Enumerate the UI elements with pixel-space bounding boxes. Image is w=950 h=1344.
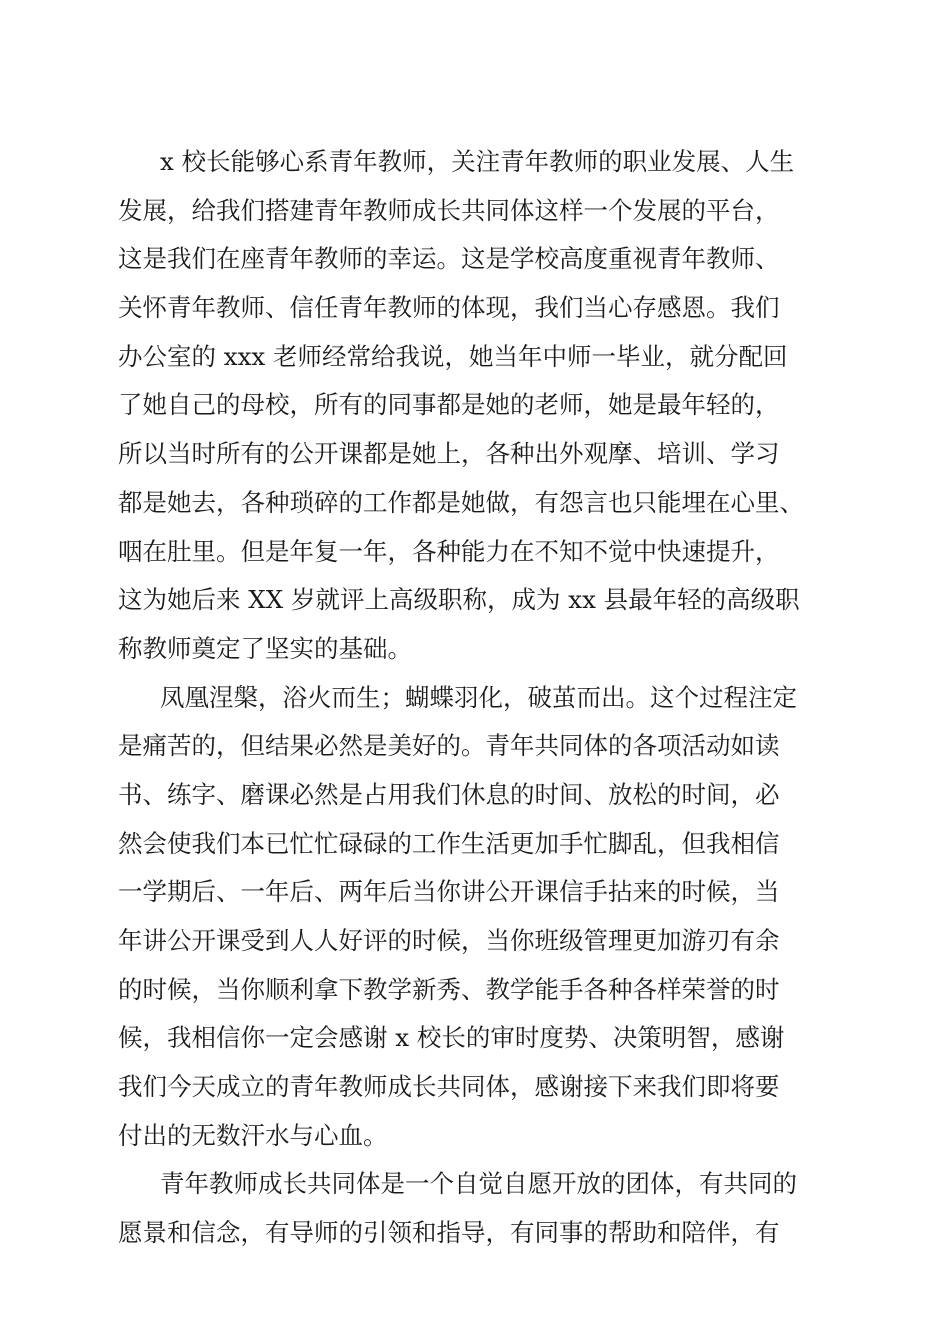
text-line: 这是我们在座青年教师的幸运。这是学校高度重视青年教师、 [118, 244, 780, 274]
text-line: 是痛苦的，但结果必然是美好的。青年共同体的各项活动如读 [118, 731, 780, 761]
text-line: 书、练字、磨课必然是占用我们休息的时间、放松的时间，必 [118, 779, 780, 809]
text-line: 然会使我们本已忙忙碌碌的工作生活更加手忙脚乱，但我相信 [118, 828, 780, 858]
text-line: 付出的无数汗水与心血。 [118, 1120, 388, 1150]
text-line: 年讲公开课受到人人好评的时候，当你班级管理更加游刃有余 [118, 926, 780, 955]
text-line: 一学期后、一年后、两年后当你讲公开课信手拈来的时候，当 [118, 877, 780, 907]
text-line: 称教师奠定了坚实的基础。 [118, 633, 412, 663]
text-line: 这为她后来 XX 岁就评上高级职称，成为 xx 县最年轻的高级职 [118, 585, 800, 615]
text-line: 的时候，当你顺利拿下教学新秀、教学能手各种各样荣誉的时 [118, 974, 780, 1004]
text-line: 关怀青年教师、信任青年教师的体现，我们当心存感恩。我们 [118, 293, 780, 323]
text-line: 都是她去，各种琐碎的工作都是她做，有怨言也只能埋在心里、 [118, 487, 804, 517]
text-line: 凤凰涅槃，浴火而生；蝴蝶羽化，破茧而出。这个过程注定 [160, 682, 797, 712]
text-line: 了她自己的母校，所有的同事都是她的老师，她是最年轻的， [118, 390, 780, 420]
text-line: 愿景和信念，有导师的引领和指导，有同事的帮助和陪伴，有 [118, 1218, 780, 1248]
text-line: 办公室的 xxx 老师经常给我说，她当年中师一毕业，就分配回 [118, 341, 788, 371]
text-line: 我们今天成立的青年教师成长共同体，感谢接下来我们即将要 [118, 1072, 780, 1102]
paragraph-2 [118, 674, 838, 1161]
document-body [118, 138, 838, 1258]
text-line: 发展，给我们搭建青年教师成长共同体这样一个发展的平台， [118, 195, 780, 225]
text-line: 候，我相信你一定会感谢 x 校长的审时度势、决策明智，感谢 [118, 1023, 785, 1053]
paragraph-3 [118, 1160, 838, 1257]
paragraph-1 [118, 138, 838, 674]
text-line: x 校长能够心系青年教师，关注青年教师的职业发展、人生 [160, 147, 795, 176]
text-line: 咽在肚里。但是年复一年，各种能力在不知不觉中快速提升， [118, 536, 780, 566]
text-line: 所以当时所有的公开课都是她上，各种出外观摩、培训、学习 [118, 439, 780, 469]
text-line: 青年教师成长共同体是一个自觉自愿开放的团体，有共同的 [160, 1169, 797, 1199]
